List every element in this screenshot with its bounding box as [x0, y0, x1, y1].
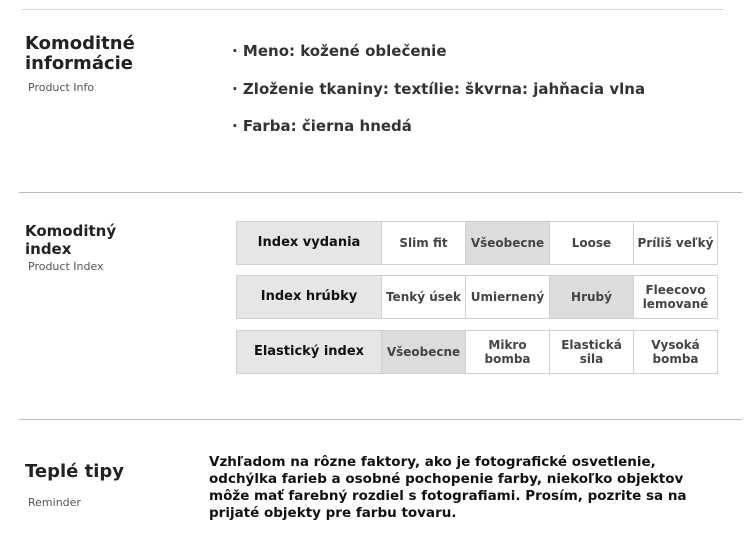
top-divider [22, 9, 724, 10]
info-line-name: · Meno: kožené oblečenie [232, 42, 447, 60]
index-option: Umiernený [466, 275, 550, 319]
index-row-label: Index vydania [236, 221, 382, 265]
product-index-title [25, 222, 116, 258]
index-option: Elastická sila [550, 330, 634, 374]
product-info-subtitle: Product Info [28, 81, 95, 94]
info-line-color: · Farba: čierna hnedá [232, 117, 412, 135]
index-option: Loose [550, 221, 634, 265]
section-divider-2 [19, 419, 742, 420]
index-row-elasticity [236, 330, 718, 374]
index-option: Vysoká bomba [634, 330, 718, 374]
product-index-title-line2: index [25, 240, 72, 258]
index-option-selected: Všeobecne [382, 330, 466, 374]
index-row-fit [236, 221, 718, 265]
product-index-subtitle: Product Index [28, 260, 104, 273]
index-option: Fleecovo lemované [634, 275, 718, 319]
product-info-title [25, 34, 135, 74]
product-index-title-line1: Komoditný [25, 222, 117, 240]
index-option-selected: Všeobecne [466, 221, 550, 265]
index-option: Príliš veľký [634, 221, 718, 265]
info-line-composition: · Zloženie tkaniny: textílie: škvrna: jahňacia vlna [232, 80, 646, 98]
reminder-title: Teplé tipy [25, 461, 125, 482]
index-row-thickness [236, 275, 718, 319]
index-option-selected: Hrubý [550, 275, 634, 319]
index-option: Mikro bomba [466, 330, 550, 374]
reminder-subtitle: Reminder [28, 496, 81, 509]
product-info-title-line1: Komoditné [25, 33, 135, 54]
product-info-title-line2: informácie [25, 53, 134, 74]
reminder-text: Vzhľadom na rôzne faktory, ako je fotografické osvetlenie, odchýlka farieb a osobné pochopenie farby, niekoľko objektov môže mať farebný rozdiel s fotografiami. Prosím, pozrite sa na prijaté objekty pre farbu tovaru. [209, 454, 687, 521]
section-divider-1 [19, 192, 742, 193]
index-option: Tenký úsek [382, 275, 466, 319]
index-row-label: Index hrúbky [236, 275, 382, 319]
index-option: Slim fit [382, 221, 466, 265]
index-row-label: Elastický index [236, 330, 382, 374]
